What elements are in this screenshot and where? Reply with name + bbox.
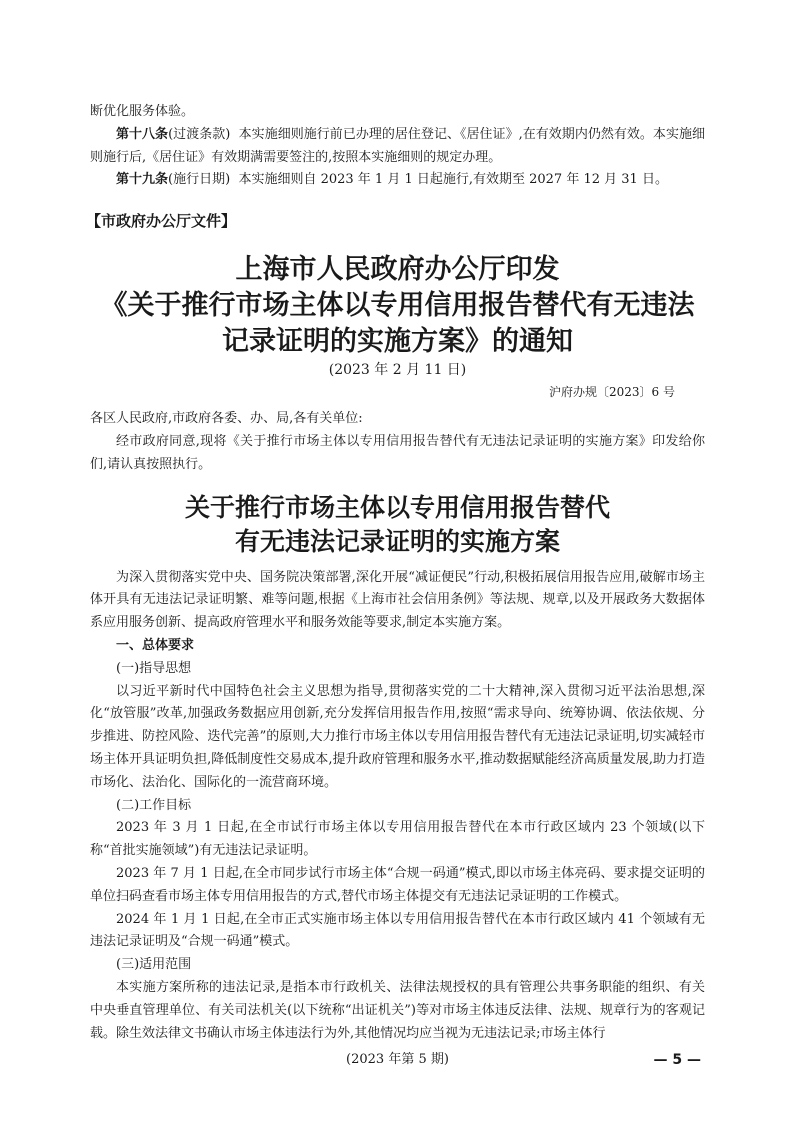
article-text: 本实施细则施行前已办理的居住登记、《居住证》,在有效期内仍然有效。本实施细则施行后,《居住证》有效期满需要签注的,按照本实施细则的规定办理。 xyxy=(90,126,705,165)
paragraph: 以习近平新时代中国特色社会主义思想为指导,贯彻落实党的二十大精神,深入贯彻习近平法治思想,深化“放管服”改革,加强政务数据应用创新,充分发挥信用报告作用,按照“需求导向、统筹协调、依法依规、分步推进、防控风险、迭代完善”的原则,大力推行市场主体以专用信用报告替代有无违法记录证明,切实减轻市场主体开具证明负担,降低制度性交易成本,提升政府管理和服务水平,推动数据赋能经济高质量发展,助力打造市场化、法治化、国际化的一流营商环境。 xyxy=(90,683,705,790)
title-line: 有无违法记录证明的实施方案 xyxy=(234,526,560,556)
section-tag: 【市政府办公厅文件】 xyxy=(86,212,237,231)
article-heading: (施行日期) xyxy=(168,172,231,188)
notice-title xyxy=(90,252,705,360)
plan-title xyxy=(90,491,705,559)
footer xyxy=(90,1049,705,1073)
article-text: 本实施细则自 2023 年 1 月 1 日起施行,有效期至 2027 年 12 月 31 日。 xyxy=(238,172,668,188)
article-19 xyxy=(90,169,705,192)
heading-1: 一、总体要求 xyxy=(116,637,195,653)
paragraph: 2023 年 3 月 1 日起,在全市试行市场主体以专用信用报告替代在本市行政区域内 23 个领域(以下称“首批实施领域”)有无违法记录证明。 xyxy=(90,820,705,859)
article-heading: (过渡条款) xyxy=(168,126,231,142)
title-line: 记录证明的实施方案》的通知 xyxy=(222,326,573,358)
document-number: 沪府办规〔2023〕6 号 xyxy=(549,385,675,400)
paragraph: 断优化服务体验。 xyxy=(90,104,195,119)
title-line: 关于推行市场主体以专用信用报告替代 xyxy=(184,492,610,522)
issue-label: (2023 年第 5 期) xyxy=(346,1052,449,1068)
notice-date: (2023 年 2 月 11 日) xyxy=(328,362,467,379)
heading-2: (一)指导思想 xyxy=(116,660,192,676)
paragraph: 2023 年 7 月 1 日起,在全市同步试行市场主体“合规一码通”模式,即以市场主体亮码、要求提交证明的单位扫码查看市场主体专用信用报告的方式,替代市场主体提交有无违法记录证明的工作模式。 xyxy=(90,865,705,904)
paragraph: 经市政府同意,现将《关于推行市场主体以专用信用报告替代有无违法记录证明的实施方案》印发给你们,请认真按照执行。 xyxy=(90,433,705,472)
notice-body xyxy=(90,408,705,476)
plan-body xyxy=(90,567,705,1046)
heading-2: (三)适用范围 xyxy=(116,957,192,973)
previous-section xyxy=(90,101,705,192)
article-label: 第十九条 xyxy=(116,172,169,188)
paragraph: 2024 年 1 月 1 日起,在全市正式实施市场主体以专用信用报告替代在本市行政区域内 41 个领域有无违法记录证明及“合规一码通”模式。 xyxy=(90,911,705,950)
salutation: 各区人民政府,市政府各委、办、局,各有关单位: xyxy=(90,411,363,427)
paragraph: 本实施方案所称的违法记录,是指本市行政机关、法律法规授权的具有管理公共事务职能的组织、有关中央垂直管理单位、有关司法机关(以下统称“出证机关”)等对市场主体违反法律、法规、规章行为的客观记载。除生效法律文书确认市场主体违法行为外,其他情况均应当视为无违法记录;市场主体行 xyxy=(90,979,705,1041)
article-label: 第十八条 xyxy=(116,126,169,142)
title-line: 《关于推行市场主体以专用信用报告替代有无违法 xyxy=(100,290,695,322)
heading-2: (二)工作目标 xyxy=(116,797,192,813)
page-number: — 5 — xyxy=(653,1052,701,1069)
article-18 xyxy=(90,124,705,170)
title-line: 上海市人民政府办公厅印发 xyxy=(235,254,560,286)
paragraph: 为深入贯彻落实党中央、国务院决策部署,深化开展“减证便民”行动,积极拓展信用报告应用,破解市场主体开具有无违法记录证明繁、难等问题,根据《上海市社会信用条例》等法规、规章,以及开展政务大数据体系应用服务创新、提高政府管理水平和服务效能等要求,制定本实施方案。 xyxy=(90,569,705,631)
